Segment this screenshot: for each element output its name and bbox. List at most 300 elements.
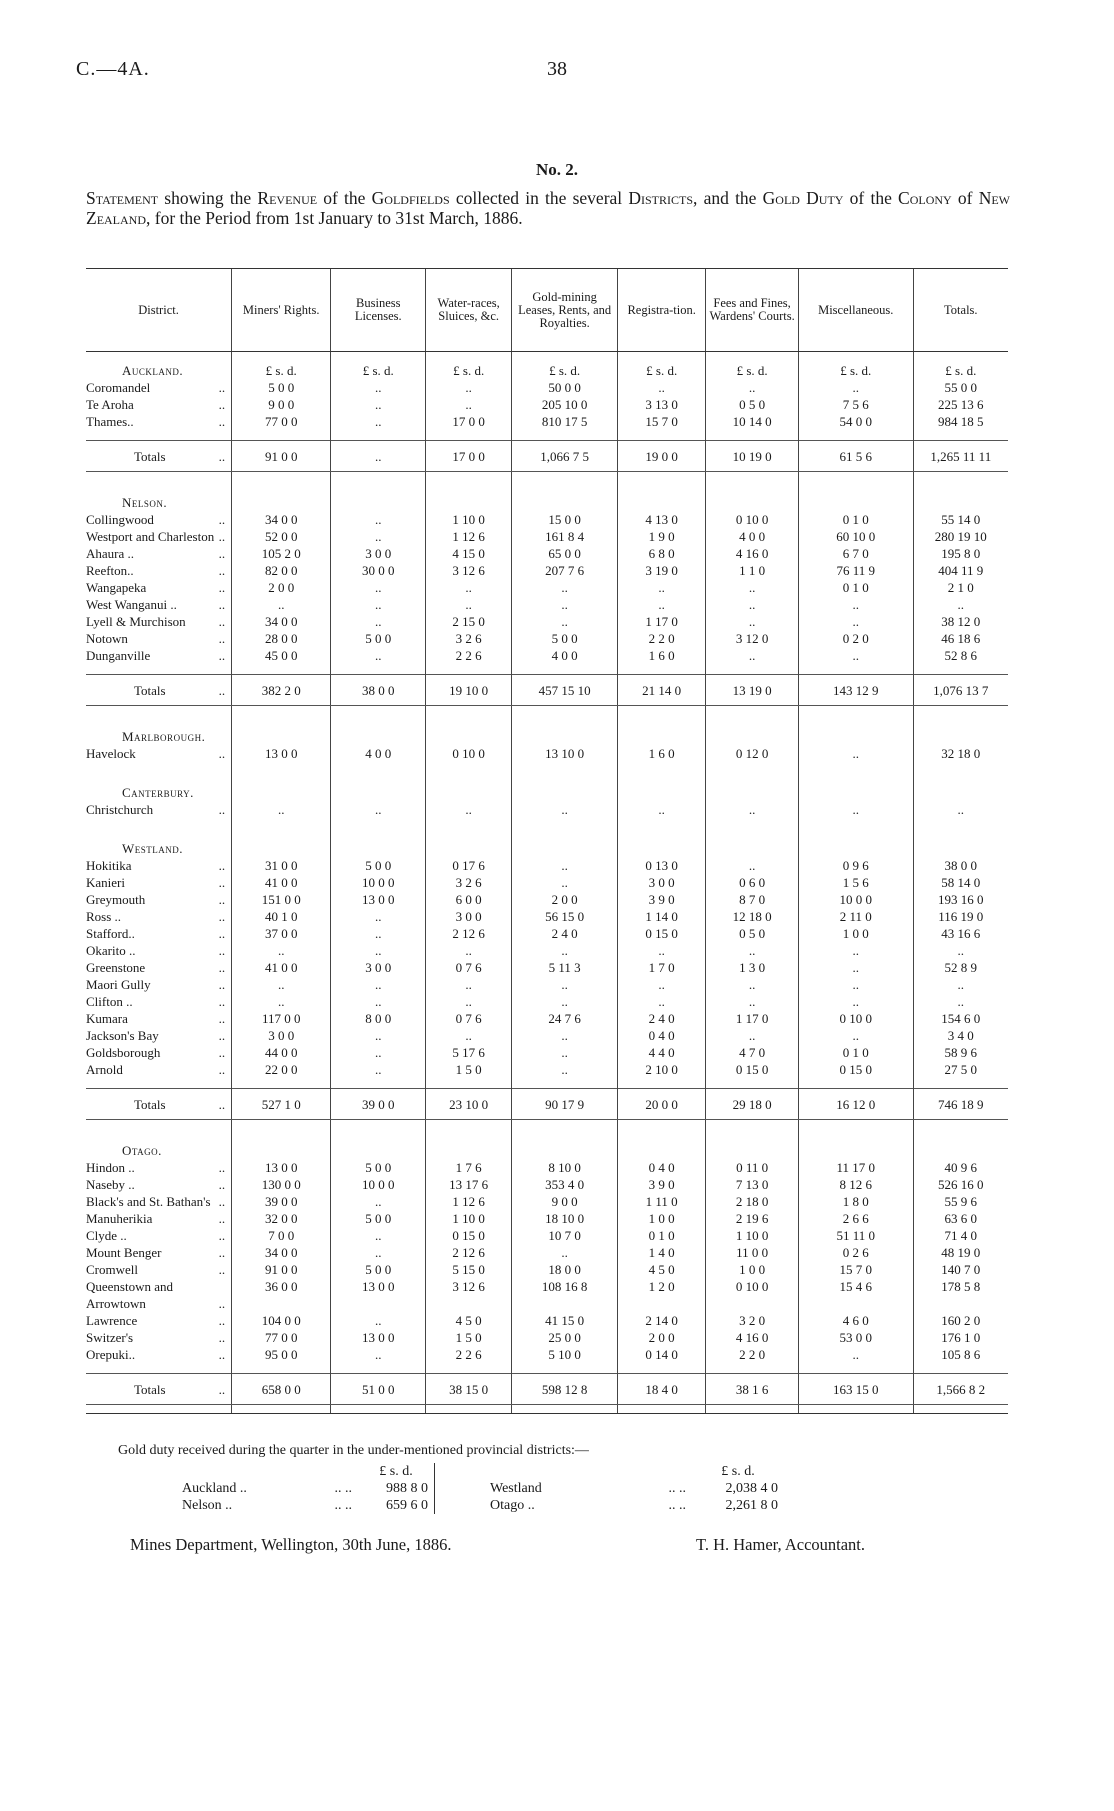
region-label: Otago. bbox=[122, 1143, 162, 1158]
total-amount: 21 14 0 bbox=[618, 675, 706, 706]
amount-cell: 24 7 6 bbox=[512, 1010, 618, 1027]
amount-cell: 3 12 0 bbox=[706, 630, 799, 647]
amount-cell: 3 19 0 bbox=[618, 562, 706, 579]
table-header-row bbox=[86, 269, 1008, 352]
amount-cell: .. bbox=[232, 801, 331, 818]
amount-cell: 13 10 0 bbox=[512, 745, 618, 762]
district-name bbox=[86, 1210, 232, 1227]
spacer-cell bbox=[426, 1405, 512, 1414]
amount-cell: .. bbox=[706, 596, 799, 613]
district-label: Clifton .. bbox=[86, 994, 133, 1009]
caption-text: collected in the several bbox=[449, 188, 629, 208]
amount-cell: .. bbox=[331, 1244, 426, 1261]
amount-cell: .. bbox=[331, 413, 426, 430]
spacer-cell bbox=[618, 664, 706, 675]
amount-cell: .. bbox=[331, 1193, 426, 1210]
spacer-cell bbox=[706, 430, 799, 441]
spacer-cell bbox=[331, 762, 426, 784]
region-name bbox=[86, 840, 232, 857]
amount-cell: 58 14 0 bbox=[913, 874, 1008, 891]
amount-cell: 63 6 0 bbox=[913, 1210, 1008, 1227]
amount-cell: 0 1 0 bbox=[798, 1044, 913, 1061]
amount-cell: 28 0 0 bbox=[232, 630, 331, 647]
spacer-cell bbox=[913, 1363, 1008, 1374]
empty-cell bbox=[426, 728, 512, 745]
amount-cell: .. bbox=[426, 801, 512, 818]
amount-cell: 45 0 0 bbox=[232, 647, 331, 664]
amount-cell: 13 17 6 bbox=[426, 1176, 512, 1193]
leader-dots: .. .. bbox=[668, 1498, 686, 1513]
amount-cell: 91 0 0 bbox=[232, 1261, 331, 1278]
spacer-cell bbox=[913, 706, 1008, 729]
spacer-cell bbox=[618, 1078, 706, 1089]
spacer-cell bbox=[706, 762, 799, 784]
caption-word: Colony bbox=[898, 188, 952, 208]
district-label: Hindon .. bbox=[86, 1160, 135, 1175]
amount-cell: 13 0 0 bbox=[232, 1159, 331, 1176]
caption-word: New Zealand bbox=[86, 188, 1010, 228]
leader-dots: .. bbox=[218, 1330, 226, 1345]
amount-cell: .. bbox=[331, 1061, 426, 1078]
amount-cell: 22 0 0 bbox=[232, 1061, 331, 1078]
amount-cell: 3 2 0 bbox=[706, 1312, 799, 1329]
leader-dots: .. bbox=[218, 1313, 226, 1328]
table-row bbox=[86, 1159, 1008, 1176]
amount-cell: .. bbox=[913, 942, 1008, 959]
total-amount: 598 12 8 bbox=[512, 1374, 618, 1405]
revenue-table bbox=[86, 268, 1008, 1414]
amount-cell: .. bbox=[426, 942, 512, 959]
spacer-cell bbox=[426, 1363, 512, 1374]
amount-cell: .. bbox=[331, 908, 426, 925]
amount-cell: .. bbox=[331, 379, 426, 396]
gold-duty-amount: 2,038 4 0 bbox=[725, 1481, 778, 1496]
amount-cell: 3 0 0 bbox=[331, 959, 426, 976]
amount-cell: 46 18 6 bbox=[913, 630, 1008, 647]
amount-cell: 5 0 0 bbox=[232, 379, 331, 396]
amount-cell: 13 0 0 bbox=[331, 1329, 426, 1346]
spacer-cell bbox=[706, 1405, 799, 1414]
district-label: Switzer's bbox=[86, 1330, 134, 1345]
column-header: Water-races, Sluices, &c. bbox=[426, 269, 512, 352]
total-amount: 19 10 0 bbox=[426, 675, 512, 706]
amount-cell: 1 3 0 bbox=[706, 959, 799, 976]
spacer-cell bbox=[512, 664, 618, 675]
spacer-cell bbox=[426, 472, 512, 495]
empty-cell: £ s. d. bbox=[512, 362, 618, 379]
amount-cell: 76 11 9 bbox=[798, 562, 913, 579]
amount-cell: 5 0 0 bbox=[512, 630, 618, 647]
amount-cell: .. bbox=[913, 976, 1008, 993]
spacer-cell bbox=[86, 1405, 232, 1414]
amount-cell: .. bbox=[512, 1027, 618, 1044]
total-amount: 13 19 0 bbox=[706, 675, 799, 706]
total-amount: 163 15 0 bbox=[798, 1374, 913, 1405]
amount-cell: .. bbox=[913, 596, 1008, 613]
spacer-cell bbox=[86, 472, 232, 495]
amount-cell: 3 2 6 bbox=[426, 874, 512, 891]
total-amount: 61 5 6 bbox=[798, 441, 913, 472]
spacer-cell bbox=[798, 1078, 913, 1089]
amount-cell: 0 6 0 bbox=[706, 874, 799, 891]
spacer-cell bbox=[512, 1120, 618, 1143]
amount-cell: .. bbox=[426, 579, 512, 596]
amount-cell: .. bbox=[331, 596, 426, 613]
amount-cell: 3 12 6 bbox=[426, 1278, 512, 1312]
amount-cell: 38 0 0 bbox=[913, 857, 1008, 874]
leader-dots: .. bbox=[218, 1160, 226, 1175]
table-row bbox=[86, 942, 1008, 959]
amount-cell: .. bbox=[426, 379, 512, 396]
leader-dots: .. bbox=[218, 1245, 226, 1260]
amount-cell: 1 5 6 bbox=[798, 874, 913, 891]
table-row bbox=[86, 528, 1008, 545]
spacer-cell bbox=[913, 352, 1008, 363]
district-label: Goldsborough bbox=[86, 1045, 161, 1060]
statement-number: No. 2. bbox=[535, 160, 579, 179]
district-name bbox=[86, 874, 232, 891]
spacer-row bbox=[86, 1078, 1008, 1089]
amount-cell: .. bbox=[706, 801, 799, 818]
district-name bbox=[86, 511, 232, 528]
empty-cell: £ s. d. bbox=[331, 362, 426, 379]
amount-cell: 2 6 6 bbox=[798, 1210, 913, 1227]
amount-cell: .. bbox=[512, 874, 618, 891]
amount-cell: 1 6 0 bbox=[618, 647, 706, 664]
amount-cell: 2 2 6 bbox=[426, 647, 512, 664]
amount-cell: 44 0 0 bbox=[232, 1044, 331, 1061]
totals-row bbox=[86, 441, 1008, 472]
signatory: T. H. Hamer, Accountant. bbox=[696, 1535, 866, 1554]
amount-cell: 15 4 6 bbox=[798, 1278, 913, 1312]
table-row bbox=[86, 1210, 1008, 1227]
amount-cell: 5 11 3 bbox=[512, 959, 618, 976]
amount-cell: 31 0 0 bbox=[232, 857, 331, 874]
amount-cell: .. bbox=[512, 976, 618, 993]
district-label: Christchurch bbox=[86, 802, 154, 817]
region-row bbox=[86, 1142, 1008, 1159]
amount-cell: 108 16 8 bbox=[512, 1278, 618, 1312]
amount-cell: .. bbox=[512, 857, 618, 874]
table-row bbox=[86, 925, 1008, 942]
spacer-cell bbox=[798, 430, 913, 441]
spacer-row bbox=[86, 664, 1008, 675]
spacer-cell bbox=[232, 706, 331, 729]
amount-cell: 6 8 0 bbox=[618, 545, 706, 562]
amount-cell: 82 0 0 bbox=[232, 562, 331, 579]
table-row bbox=[86, 745, 1008, 762]
amount-cell: 0 2 0 bbox=[798, 630, 913, 647]
amount-cell: 55 14 0 bbox=[913, 511, 1008, 528]
amount-cell: 160 2 0 bbox=[913, 1312, 1008, 1329]
district-name bbox=[86, 613, 232, 630]
amount-cell: .. bbox=[618, 993, 706, 1010]
spacer-cell bbox=[798, 706, 913, 729]
amount-cell: 1 0 0 bbox=[798, 925, 913, 942]
amount-cell: 4 16 0 bbox=[706, 545, 799, 562]
caption-text: , for the Period from 1st January to 31st March, 1886. bbox=[146, 208, 523, 228]
spacer-cell bbox=[798, 664, 913, 675]
table-row bbox=[86, 1010, 1008, 1027]
spacer-cell bbox=[512, 706, 618, 729]
amount-cell: 6 7 0 bbox=[798, 545, 913, 562]
table-row bbox=[86, 891, 1008, 908]
empty-cell bbox=[618, 784, 706, 801]
amount-cell: 13 0 0 bbox=[331, 891, 426, 908]
leader-dots: .. bbox=[218, 909, 226, 924]
spacer-cell bbox=[331, 1078, 426, 1089]
spacer-cell bbox=[512, 762, 618, 784]
spacer-row bbox=[86, 472, 1008, 495]
district-label: West Wanganui .. bbox=[86, 597, 177, 612]
amount-cell: 0 12 0 bbox=[706, 745, 799, 762]
empty-cell bbox=[618, 494, 706, 511]
amount-cell: 34 0 0 bbox=[232, 613, 331, 630]
amount-cell: .. bbox=[798, 613, 913, 630]
amount-cell: 984 18 5 bbox=[913, 413, 1008, 430]
amount-cell: .. bbox=[618, 942, 706, 959]
spacer-cell bbox=[331, 818, 426, 840]
amount-cell: 3 9 0 bbox=[618, 891, 706, 908]
district-name bbox=[86, 801, 232, 818]
spacer-cell bbox=[232, 430, 331, 441]
district-name bbox=[86, 925, 232, 942]
leader-dots: .. bbox=[218, 1296, 226, 1311]
caption-word: Statement bbox=[86, 188, 159, 208]
amount-cell: 0 4 0 bbox=[618, 1159, 706, 1176]
spacer-cell bbox=[798, 1120, 913, 1143]
amount-cell: .. bbox=[798, 993, 913, 1010]
leader-dots: .. bbox=[218, 875, 226, 890]
leader-dots: .. bbox=[218, 1347, 226, 1362]
amount-cell: 140 7 0 bbox=[913, 1261, 1008, 1278]
amount-cell: .. bbox=[512, 801, 618, 818]
amount-cell: 5 0 0 bbox=[331, 1261, 426, 1278]
amount-cell: 0 1 0 bbox=[798, 579, 913, 596]
district-name bbox=[86, 1312, 232, 1329]
district-name bbox=[86, 1244, 232, 1261]
amount-cell: 154 6 0 bbox=[913, 1010, 1008, 1027]
amount-cell: 2 14 0 bbox=[618, 1312, 706, 1329]
total-amount: 1,066 7 5 bbox=[512, 441, 618, 472]
empty-cell bbox=[331, 494, 426, 511]
amount-cell: 1 12 6 bbox=[426, 528, 512, 545]
amount-cell: 1 5 0 bbox=[426, 1061, 512, 1078]
amount-cell: 55 0 0 bbox=[913, 379, 1008, 396]
spacer-cell bbox=[913, 1405, 1008, 1414]
amount-cell: .. bbox=[426, 596, 512, 613]
amount-cell: 0 15 0 bbox=[706, 1061, 799, 1078]
empty-cell bbox=[512, 784, 618, 801]
amount-cell: .. bbox=[913, 801, 1008, 818]
empty-cell bbox=[706, 494, 799, 511]
amount-cell: 52 8 6 bbox=[913, 647, 1008, 664]
total-amount: 29 18 0 bbox=[706, 1089, 799, 1120]
leader-dots: .. bbox=[218, 1096, 226, 1112]
amount-cell: .. bbox=[706, 579, 799, 596]
district-label: Dunganville bbox=[86, 648, 151, 663]
leader-dots: .. bbox=[218, 926, 226, 941]
amount-cell: 4 6 0 bbox=[798, 1312, 913, 1329]
amount-cell: .. bbox=[331, 511, 426, 528]
empty-cell bbox=[913, 494, 1008, 511]
leader-dots: .. bbox=[218, 892, 226, 907]
spacer-cell bbox=[618, 430, 706, 441]
spacer-cell bbox=[798, 1363, 913, 1374]
amount-cell: 4 5 0 bbox=[618, 1261, 706, 1278]
currency-label: £ s. d. bbox=[721, 1464, 755, 1479]
amount-cell: 53 0 0 bbox=[798, 1329, 913, 1346]
amount-cell: 151 0 0 bbox=[232, 891, 331, 908]
amount-cell: 1 4 0 bbox=[618, 1244, 706, 1261]
amount-cell: 2 0 0 bbox=[232, 579, 331, 596]
spacer-cell bbox=[86, 430, 232, 441]
table-row bbox=[86, 857, 1008, 874]
region-label: Marlborough. bbox=[122, 729, 206, 744]
amount-cell: 4 0 0 bbox=[706, 528, 799, 545]
column-header: Miners' Rights. bbox=[232, 269, 331, 352]
spacer-cell bbox=[86, 352, 232, 363]
amount-cell: 0 5 0 bbox=[706, 396, 799, 413]
spacer-cell bbox=[232, 664, 331, 675]
empty-cell bbox=[512, 728, 618, 745]
district-name bbox=[86, 891, 232, 908]
spacer-cell bbox=[232, 762, 331, 784]
spacer-cell bbox=[86, 1363, 232, 1374]
place-and-date: Mines Department, Wellington, 30th June, 1886. bbox=[130, 1535, 452, 1554]
amount-cell: 0 11 0 bbox=[706, 1159, 799, 1176]
amount-cell: 9 0 0 bbox=[232, 396, 331, 413]
statement-caption bbox=[86, 188, 1010, 228]
district-label: Clyde .. bbox=[86, 1228, 127, 1243]
amount-cell: 34 0 0 bbox=[232, 511, 331, 528]
leader-dots: .. bbox=[218, 648, 226, 663]
amount-cell: 17 0 0 bbox=[426, 413, 512, 430]
amount-cell: 0 7 6 bbox=[426, 959, 512, 976]
totals-label bbox=[86, 441, 232, 472]
totals-label bbox=[86, 1374, 232, 1405]
spacer-cell bbox=[618, 472, 706, 495]
gold-duty-note: Gold duty received during the quarter in the under-mentioned provincial districts:— bbox=[118, 1443, 589, 1458]
amount-cell: 1 17 0 bbox=[706, 1010, 799, 1027]
district-name bbox=[86, 1027, 232, 1044]
district-name bbox=[86, 379, 232, 396]
amount-cell: .. bbox=[331, 976, 426, 993]
empty-cell bbox=[798, 494, 913, 511]
district-name bbox=[86, 1261, 232, 1278]
spacer-cell bbox=[706, 664, 799, 675]
leader-dots: .. bbox=[218, 858, 226, 873]
amount-cell: 2 10 0 bbox=[618, 1061, 706, 1078]
district-label: Hokitika bbox=[86, 858, 132, 873]
amount-cell: .. bbox=[512, 613, 618, 630]
gold-duty-row bbox=[176, 1480, 784, 1497]
spacer-cell bbox=[86, 706, 232, 729]
currency-label: £ s. d. bbox=[379, 1464, 413, 1479]
total-amount: 1,566 8 2 bbox=[913, 1374, 1008, 1405]
gold-duty-amount: 659 6 0 bbox=[386, 1498, 428, 1513]
spacer-cell bbox=[232, 1078, 331, 1089]
amount-cell: 4 0 0 bbox=[512, 647, 618, 664]
district-label: Jackson's Bay bbox=[86, 1028, 159, 1043]
gold-duty-district: Nelson .. bbox=[182, 1498, 233, 1513]
amount-cell: 52 0 0 bbox=[232, 528, 331, 545]
district-name bbox=[86, 1061, 232, 1078]
amount-cell: 30 0 0 bbox=[331, 562, 426, 579]
spacer-cell bbox=[86, 1120, 232, 1143]
region-label: Canterbury. bbox=[122, 785, 194, 800]
amount-cell: .. bbox=[331, 1044, 426, 1061]
leader-dots: .. bbox=[218, 448, 226, 464]
district-name bbox=[86, 545, 232, 562]
spacer-cell bbox=[426, 1078, 512, 1089]
leader-dots: .. bbox=[218, 1028, 226, 1043]
page-number: 38 bbox=[547, 58, 567, 80]
total-amount: 51 0 0 bbox=[331, 1374, 426, 1405]
column-header: Fees and Fines, Wardens' Courts. bbox=[706, 269, 799, 352]
region-label: Nelson. bbox=[122, 495, 168, 510]
amount-cell: 4 4 0 bbox=[618, 1044, 706, 1061]
amount-cell: 9 0 0 bbox=[512, 1193, 618, 1210]
district-name bbox=[86, 579, 232, 596]
amount-cell: 1 2 0 bbox=[618, 1278, 706, 1312]
total-amount: .. bbox=[331, 441, 426, 472]
district-label: Manuherikia bbox=[86, 1211, 153, 1226]
table-row bbox=[86, 1278, 1008, 1312]
total-amount: 90 17 9 bbox=[512, 1089, 618, 1120]
amount-cell: .. bbox=[331, 528, 426, 545]
empty-cell bbox=[798, 784, 913, 801]
amount-cell: .. bbox=[331, 1312, 426, 1329]
table-row bbox=[86, 1044, 1008, 1061]
spacer-cell bbox=[913, 1120, 1008, 1143]
amount-cell: .. bbox=[426, 1027, 512, 1044]
amount-cell: 1 12 6 bbox=[426, 1193, 512, 1210]
empty-cell: £ s. d. bbox=[232, 362, 331, 379]
district-label: Collingwood bbox=[86, 512, 154, 527]
amount-cell: 0 10 0 bbox=[706, 1278, 799, 1312]
spacer-cell bbox=[706, 352, 799, 363]
spacer-cell bbox=[331, 1363, 426, 1374]
amount-cell: 0 15 0 bbox=[618, 925, 706, 942]
amount-cell: 7 0 0 bbox=[232, 1227, 331, 1244]
leader-dots: .. bbox=[218, 1211, 226, 1226]
amount-cell: 4 16 0 bbox=[706, 1329, 799, 1346]
amount-cell: 2 2 0 bbox=[618, 630, 706, 647]
amount-cell: 2 0 0 bbox=[512, 891, 618, 908]
amount-cell: 2 1 0 bbox=[913, 579, 1008, 596]
table-row bbox=[86, 413, 1008, 430]
column-header: Totals. bbox=[913, 269, 1008, 352]
amount-cell: 0 15 0 bbox=[798, 1061, 913, 1078]
spacer-cell bbox=[798, 472, 913, 495]
leader-dots: .. bbox=[218, 529, 226, 544]
total-amount: 38 0 0 bbox=[331, 675, 426, 706]
total-amount: 382 2 0 bbox=[232, 675, 331, 706]
caption-word: Goldfields bbox=[371, 188, 450, 208]
amount-cell: 5 10 0 bbox=[512, 1346, 618, 1363]
leader-dots: .. bbox=[218, 1177, 226, 1192]
amount-cell: .. bbox=[706, 647, 799, 664]
caption-text: of bbox=[951, 188, 979, 208]
district-label: Mount Benger bbox=[86, 1245, 162, 1260]
empty-cell bbox=[426, 840, 512, 857]
amount-cell: 3 9 0 bbox=[618, 1176, 706, 1193]
empty-cell bbox=[798, 840, 913, 857]
amount-cell: 195 8 0 bbox=[913, 545, 1008, 562]
spacer-cell bbox=[232, 352, 331, 363]
amount-cell: 130 0 0 bbox=[232, 1176, 331, 1193]
